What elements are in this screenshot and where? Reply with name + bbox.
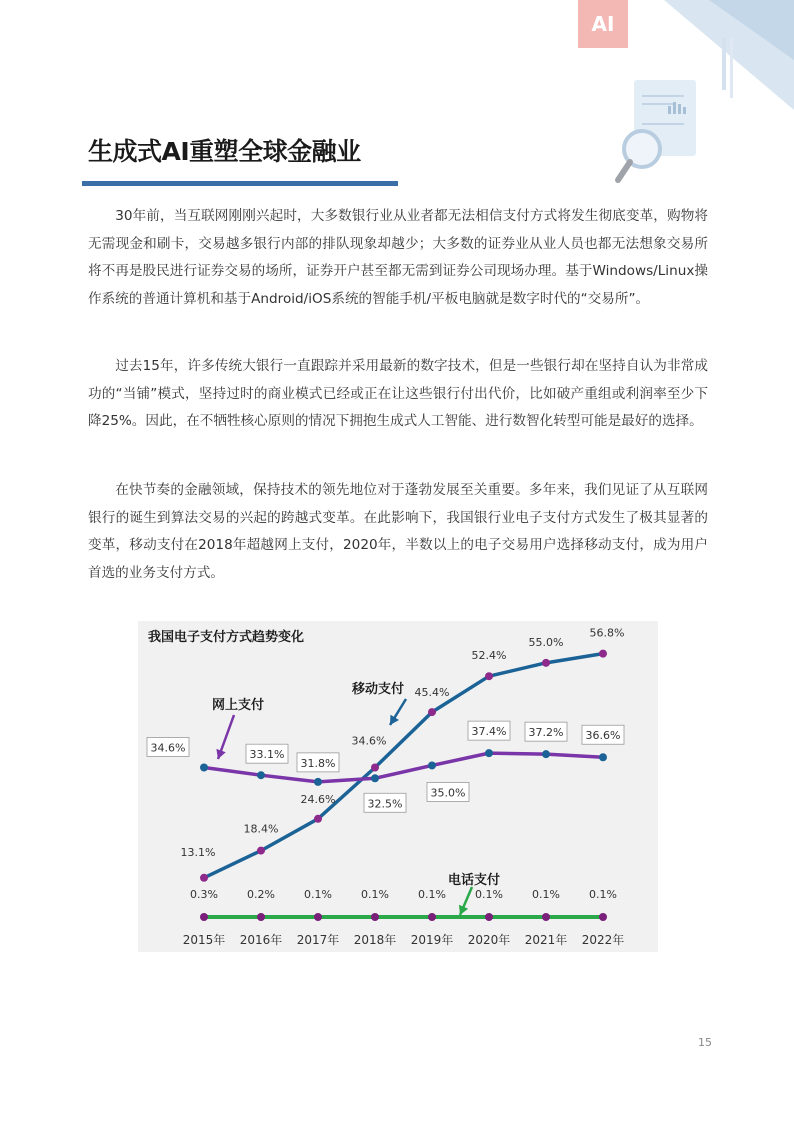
data-point — [599, 913, 607, 921]
data-label: 0.3% — [190, 888, 218, 901]
data-label: 32.5% — [367, 797, 403, 811]
paragraph-3: 在快节奏的金融领域，保持技术的领先地位对于蓬勃发展至关重要。多年来，我们见证了从互联网银行的诞生到算法交易的兴起的跨越式变革。在此影响下，我国银行业电子支付方式发生了极其显著的变革，移动支付在2018年超越网上支付，2020年，半数以上的电子交易用户选择移动支付，成为用户首选的业务支付方式。 — [88, 482, 708, 581]
ai-badge-text: AI — [591, 12, 615, 36]
data-point — [599, 753, 607, 761]
data-point — [200, 874, 208, 882]
series-name-label: 电话支付 — [447, 873, 501, 888]
data-point — [257, 771, 265, 779]
data-point — [428, 708, 436, 716]
data-label: 0.1% — [589, 888, 617, 901]
data-label: 0.1% — [361, 888, 389, 901]
chart-background — [138, 621, 658, 952]
data-label: 0.1% — [304, 888, 332, 901]
x-tick-label: 2019年 — [410, 933, 454, 947]
data-label: 13.1% — [180, 845, 216, 859]
data-label: 37.2% — [528, 726, 564, 740]
data-point — [314, 815, 322, 823]
data-label: 45.4% — [414, 686, 450, 700]
chart-title: 我国电子支付方式趋势变化 — [148, 630, 305, 645]
data-point — [257, 847, 265, 855]
data-point — [371, 913, 379, 921]
data-label: 35.0% — [430, 786, 466, 800]
data-point — [200, 764, 208, 772]
data-label: 24.6% — [300, 792, 336, 806]
data-label: 18.4% — [243, 822, 279, 836]
series-name-label: 移动支付 — [351, 682, 405, 697]
data-label: 31.8% — [300, 756, 336, 770]
x-tick-label: 2015年 — [182, 933, 226, 947]
header-decoration — [534, 0, 794, 200]
data-label: 55.0% — [528, 635, 564, 649]
magnifier-icon — [618, 131, 660, 180]
data-point — [542, 750, 550, 758]
data-point — [371, 774, 379, 782]
x-tick-label: 2018年 — [353, 933, 397, 947]
data-point — [428, 761, 436, 769]
data-point — [371, 764, 379, 772]
data-label: 0.2% — [247, 888, 275, 901]
payment-trend-chart — [138, 621, 658, 952]
data-point — [314, 778, 322, 786]
data-label: 34.6% — [150, 741, 186, 755]
data-point — [314, 913, 322, 921]
data-point — [542, 913, 550, 921]
data-point — [485, 672, 493, 680]
page-number: 15 — [698, 1036, 712, 1049]
data-point — [485, 913, 493, 921]
data-point — [200, 913, 208, 921]
data-label: 0.1% — [475, 888, 503, 901]
data-label: 33.1% — [249, 748, 285, 762]
paragraph-1: 30年前，当互联网刚刚兴起时，大多数银行业从业者都无法相信支付方式将发生彻底变革，购物将无需现金和刷卡，交易越多银行内部的排队现象却越少；大多数的证券业从业人员也都无法想象交易所将不再是股民进行证券交易的场所，证券开户甚至都无需到证券公司现场办理。基于Windows/Linux操作系统的普通计算机和基于Android/iOS系统的智能手机/平板电脑就是数字时代的“交易所”。 — [88, 208, 708, 307]
series-name-label: 网上支付 — [211, 698, 265, 713]
paragraph-2: 过去15年，许多传统大银行一直跟踪并采用最新的数字技术，但是一些银行却在坚持自认为非常成功的“当铺”模式，坚持过时的商业模式已经或正在让这些银行付出代价，比如破产重组或利润率至少下降25%。因此，在不牺牲核心原则的情况下拥抱生成式人工智能、进行数智化转型可能是最好的选择。 — [88, 358, 708, 429]
data-point — [257, 913, 265, 921]
data-point — [599, 650, 607, 658]
x-tick-label: 2016年 — [239, 933, 283, 947]
data-label: 56.8% — [589, 626, 625, 640]
page-title: 生成式AI重塑全球金融业 — [88, 137, 361, 166]
data-point — [485, 749, 493, 757]
data-label: 0.1% — [418, 888, 446, 901]
x-tick-label: 2020年 — [467, 933, 511, 947]
data-point — [428, 913, 436, 921]
data-label: 36.6% — [585, 729, 621, 743]
title-underline — [82, 181, 398, 186]
data-label: 34.6% — [351, 734, 387, 748]
x-tick-label: 2017年 — [296, 933, 340, 947]
data-point — [542, 659, 550, 667]
x-tick-label: 2022年 — [581, 933, 625, 947]
data-label: 37.4% — [471, 725, 507, 739]
x-tick-label: 2021年 — [524, 933, 568, 947]
data-label: 52.4% — [471, 649, 507, 663]
data-label: 0.1% — [532, 888, 560, 901]
